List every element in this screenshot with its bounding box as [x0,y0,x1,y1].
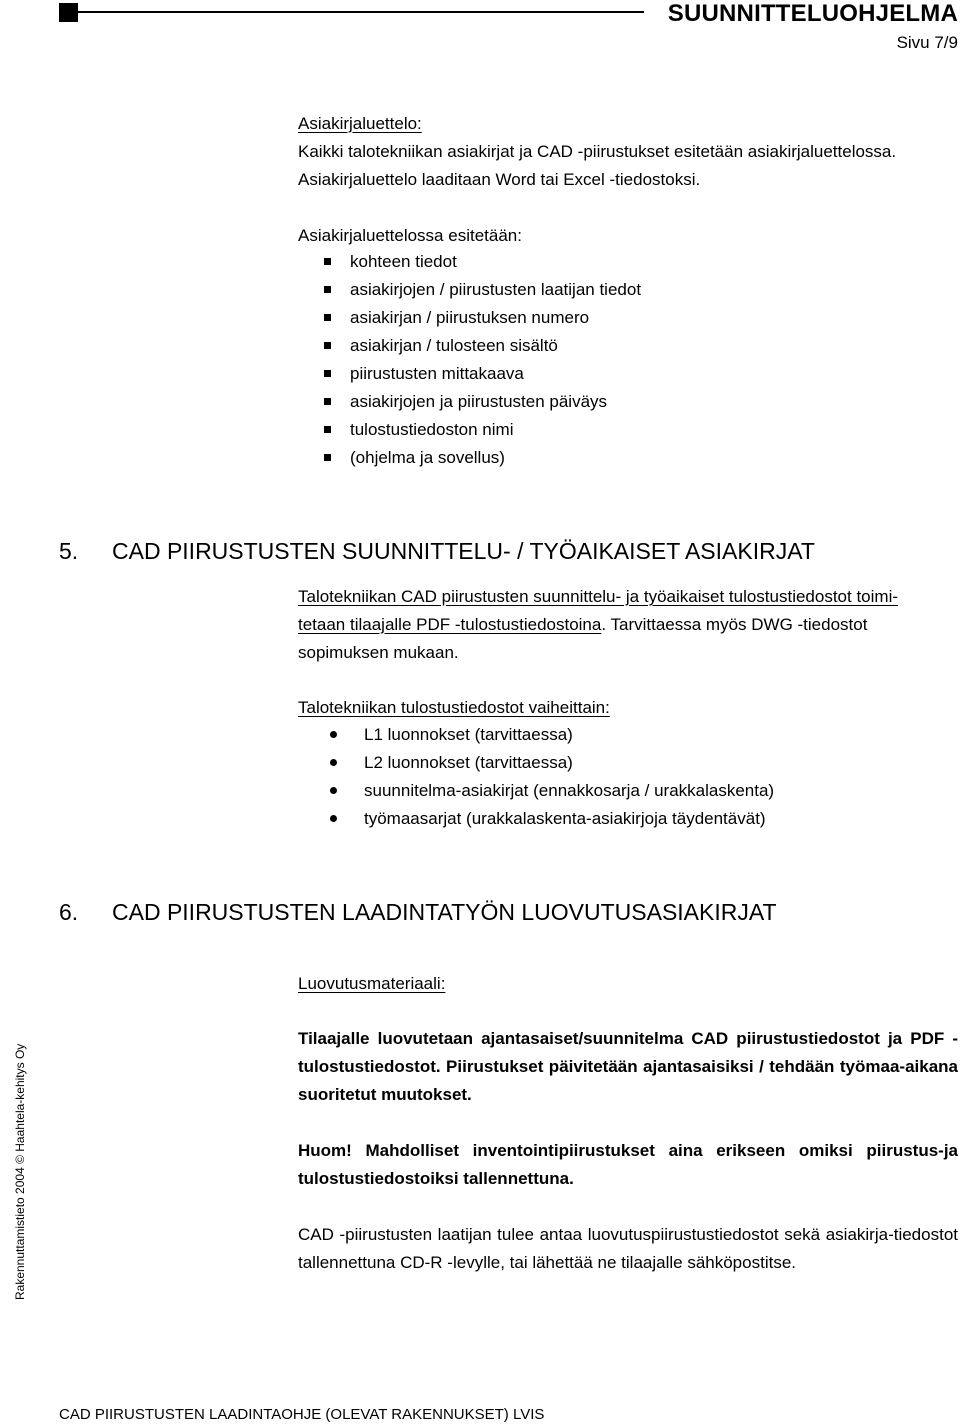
side-copyright-note: Rakennuttamistieto 2004 © Haahtela-kehitys Oy [13,1043,27,1300]
section-6-final-paragraph: CAD -piirustusten laatijan tulee antaa luovutuspiirustustiedostot sekä asiakirja-tiedostot tallennettuna CD-R -levylle, tai lähettää ne tilaajalle sähköpostitse. [298,1225,958,1272]
section-5-list [330,721,774,833]
round-bullet-icon [330,787,337,794]
section-6-huom-paragraph [298,1137,958,1193]
list-item: asiakirjojen ja piirustusten päiväys [324,388,641,416]
section-5-para-line2-underlined: tetaan tilaajalle PDF -tulostustiedostoina [298,615,602,634]
square-bullet-icon [324,454,331,461]
square-bullet-icon [324,370,331,377]
square-bullet-icon [324,426,331,433]
list-item: kohteen tiedot [324,248,641,276]
page-number: Sivu 7/9 [896,33,958,52]
section-5-para-line1: Talotekniikan CAD piirustusten suunnittelu- ja työaikaiset tulostustiedostot toimi- [298,587,899,606]
asiakirjaluettelo-list [324,248,641,472]
round-bullet-icon [330,815,337,822]
round-bullet-icon [330,731,337,738]
list-item: L2 luonnokset (tarvittaessa) [330,749,774,777]
document-title: SUUNNITTELUOHJELMA [667,0,958,27]
asiakirjaluettelo-line1: Kaikki talotekniikan asiakirjat ja CAD -piirustukset esitetään asiakirjaluettelossa. [298,142,897,161]
list-item: piirustusten mittakaava [324,360,641,388]
square-bullet-icon [324,314,331,321]
list-item: asiakirjojen / piirustusten laatijan tiedot [324,276,641,304]
section-5-number: 5. [59,538,79,564]
header-square-mark [59,3,78,22]
huom-label: Huom! [298,1141,352,1160]
header-rule [78,11,644,13]
asiakirjaluettelo-intro: Asiakirjaluettelossa esitetään: [298,226,522,245]
section-6-bold-paragraph: Tilaajalle luovutetaan ajantasaiset/suunnitelma CAD piirustustiedostot ja PDF -tulostustiedostot. Piirustukset päivitetään ajantasaisiksi / tehdään työmaa-aikana suoritetut muutokset. [298,1029,958,1104]
section-5-paragraph [298,583,958,667]
section-5-para-line3: sopimuksen mukaan. [298,643,459,662]
list-item: (ohjelma ja sovellus) [324,444,641,472]
section-6-subheading: Luovutusmateriaali: [298,974,446,993]
square-bullet-icon [324,398,331,405]
list-item: tulostustiedoston nimi [324,416,641,444]
list-item: asiakirjan / tulosteen sisältö [324,332,641,360]
asiakirjaluettelo-line2: Asiakirjaluettelo laaditaan Word tai Excel -tiedostoksi. [298,170,701,189]
square-bullet-icon [324,342,331,349]
section-5-title: CAD PIIRUSTUSTEN SUUNNITTELU- / TYÖAIKAISET ASIAKIRJAT [112,538,815,564]
list-item: L1 luonnokset (tarvittaessa) [330,721,774,749]
section-5-list-heading-wrap [298,694,958,722]
section-6-title: CAD PIIRUSTUSTEN LAADINTATYÖN LUOVUTUSASIAKIRJAT [112,899,777,925]
section-6-subheading-wrap [298,970,958,998]
list-item: työmaasarjat (urakkalaskenta-asiakirjoja täydentävät) [330,805,774,833]
huom-text: Mahdolliset inventointipiirustukset aina erikseen omiksi piirustus-ja tulostustiedostoiksi tallennettuna. [298,1141,958,1188]
list-item: suunnitelma-asiakirjat (ennakkosarja / urakkalaskenta) [330,777,774,805]
round-bullet-icon [330,759,337,766]
asiakirjaluettelo-heading: Asiakirjaluettelo: [298,114,422,133]
section-6-number: 6. [59,899,79,925]
square-bullet-icon [324,258,331,265]
page-footer: CAD PIIRUSTUSTEN LAADINTAOHJE (OLEVAT RAKENNUKSET) LVIS [59,1406,545,1423]
section-5-para-line2-rest: . Tarvittaessa myös DWG -tiedostot [601,615,868,634]
asiakirjaluettelo-section [298,110,958,194]
list-item: asiakirjan / piirustuksen numero [324,304,641,332]
section-5-list-heading: Talotekniikan tulostustiedostot vaiheittain: [298,698,610,717]
square-bullet-icon [324,286,331,293]
